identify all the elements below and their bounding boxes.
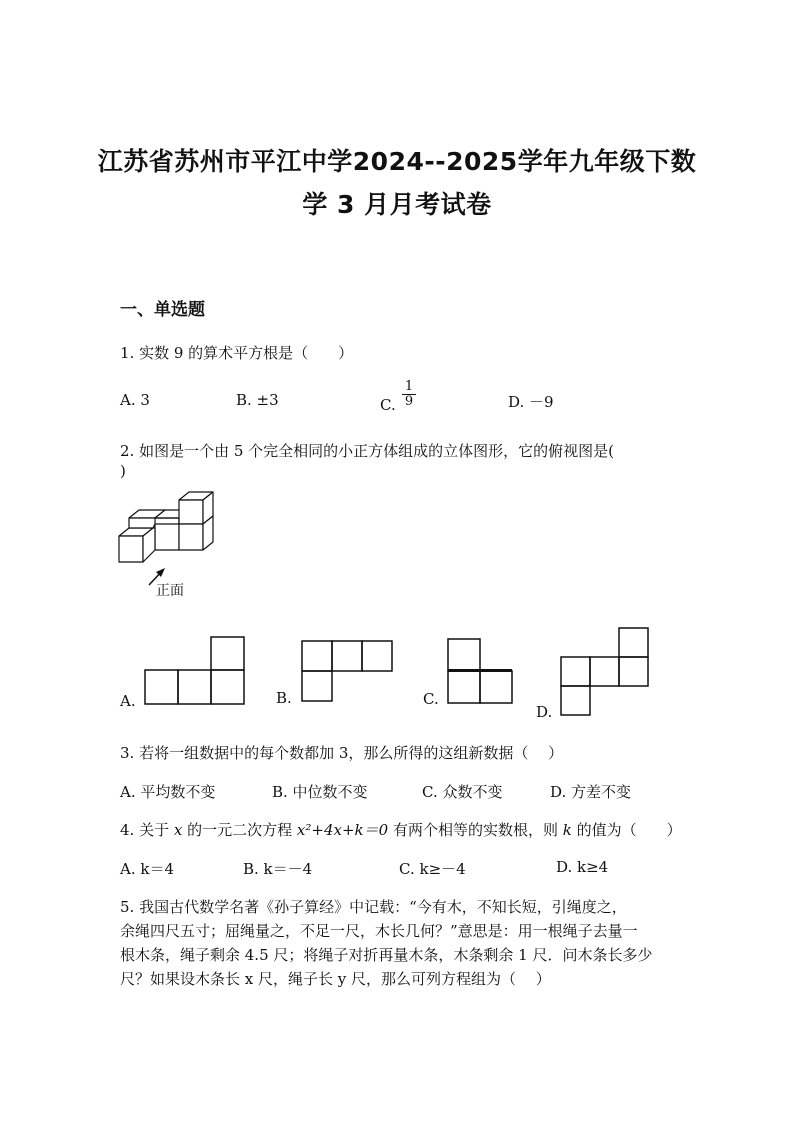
q2-option-a: A.: [120, 692, 136, 710]
q2-option-c: C.: [423, 690, 439, 708]
q4-stem-end: 的值为（ ）: [576, 821, 682, 839]
q2-stem: 2. 如图是一个由 5 个完全相同的小正方体组成的立体图形，它的俯视图是(: [120, 442, 615, 460]
front-label: 正面: [156, 583, 184, 599]
fraction-numerator: 1: [402, 380, 416, 395]
q1-option-c-fraction: [402, 380, 416, 409]
q4-option-a: A. k＝4: [120, 860, 175, 878]
exam-title-line2: 学 3 月月考试卷: [302, 190, 492, 219]
q4-option-d: D. k≥4: [556, 858, 609, 876]
q2-option-a-figure: [144, 636, 246, 706]
q4-var-x: x: [173, 821, 183, 839]
q2-option-c-figure: [447, 638, 515, 704]
q1-option-c-label: C.: [380, 396, 396, 414]
q4-equation: x²+4x+k＝0: [296, 821, 389, 839]
q2-option-d-figure: [560, 627, 650, 717]
q3-option-c: C. 众数不变: [422, 783, 503, 801]
cube-solid-figure: [115, 488, 225, 568]
q1-stem: 1. 实数 9 的算术平方根是（ ）: [120, 344, 354, 362]
q2-option-b-figure: [301, 640, 395, 702]
q3-stem: 3. 若将一组数据中的每个数都加 3，那么所得的这组新数据（ ）: [120, 744, 564, 762]
q4-stem-mid: 的一元二次方程: [187, 821, 293, 839]
q2-option-d: D.: [536, 703, 553, 721]
q3-option-b: B. 中位数不变: [272, 783, 368, 801]
fraction-denominator: 9: [404, 394, 414, 409]
q2-option-b: B.: [276, 689, 292, 707]
q4-stem-pre: 4. 关于: [120, 821, 170, 839]
q1-option-b: B. ±3: [236, 391, 279, 409]
q1-option-a: A. 3: [120, 391, 150, 409]
q5-line2: 余绳四尺五寸；屈绳量之，不足一尺，木长几何？”意思是：用一根绳子去量一: [120, 922, 638, 940]
q5-line4: 尺？如果设木条长 x 尺，绳子长 y 尺，那么可列方程组为（ ）: [120, 970, 551, 988]
q4-option-c: C. k≥－4: [399, 860, 466, 878]
q4-var-k: k: [562, 821, 572, 839]
exam-title-line1: 江苏省苏州市平江中学2024--2025学年九年级下数: [97, 147, 697, 176]
q4-stem-post: 有两个相等的实数根，则: [392, 821, 558, 839]
q3-option-d: D. 方差不变: [550, 783, 632, 801]
q3-option-a: A. 平均数不变: [120, 783, 216, 801]
section-heading: 一、单选题: [120, 300, 205, 320]
q2-stem-cont: ): [120, 462, 126, 480]
q4-stem: [120, 819, 682, 840]
q1-option-d: D. －9: [508, 393, 554, 411]
q4-option-b: B. k＝－4: [243, 860, 313, 878]
q5-line3: 根木条，绳子剩余 4.5 尺；将绳子对折再量木条，木条剩余 1 尺．问木条长多少: [120, 946, 653, 964]
q5-line1: 5. 我国古代数学名著《孙子算经》中记载：“今有木，不知长短，引绳度之，: [120, 898, 627, 916]
